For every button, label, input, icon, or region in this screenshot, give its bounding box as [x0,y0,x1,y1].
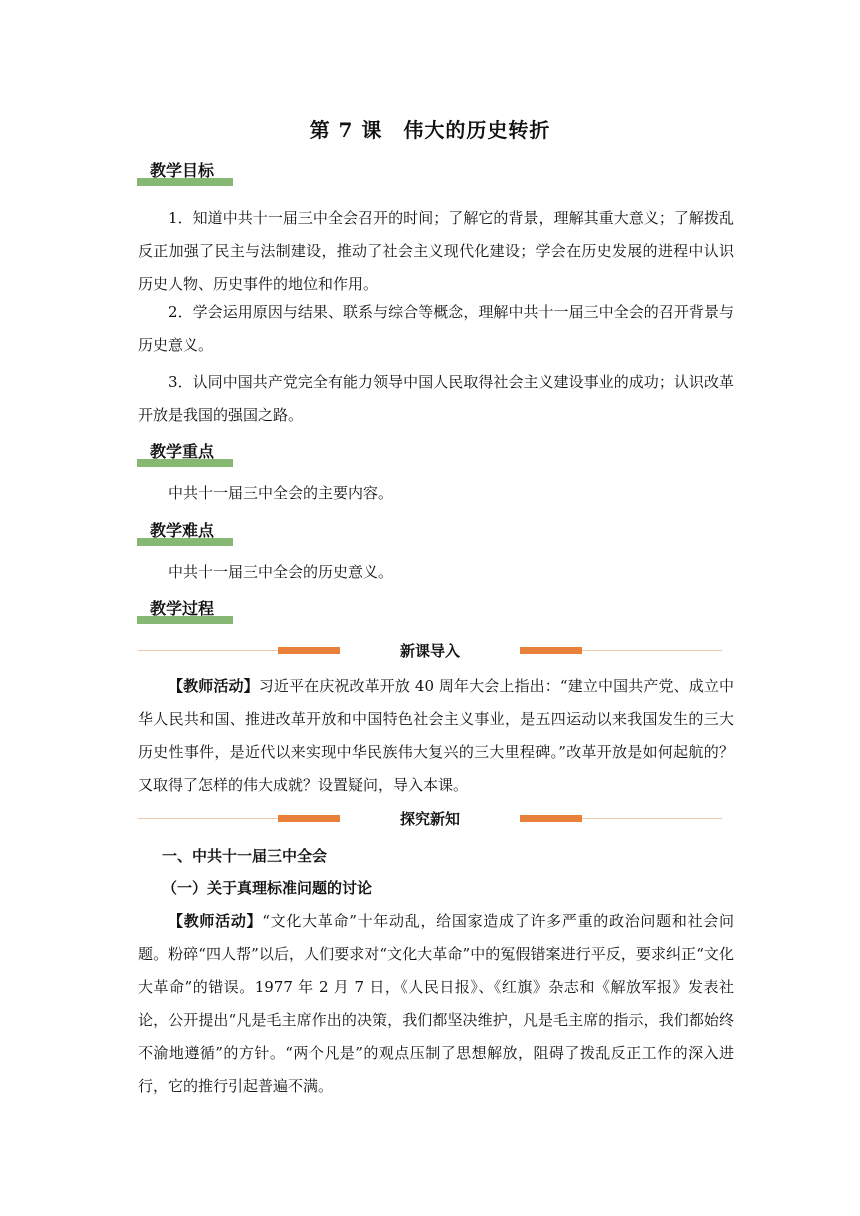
banner-intro [138,639,722,663]
banner-title: 探究新知 [399,810,460,828]
banner-rule-right [582,650,722,651]
objective-item-2: 2．学会运用原因与结果、联系与综合等概念，理解中共十一届三中全会的召开背景与历史意义。 [138,303,734,354]
intro-text: 习近平在庆祝改革开放 40 周年大会上指出：“建立中国共产党、成立中华人民共和国、推进改革开放和中国特色社会主义事业，是五四运动以来我国发生的三大历史性事件，是近代以来实现中华民族伟大复兴的三大里程碑。”改革开放是如何起航的？又取得了怎样的伟大成就？设置疑问，导入本课。 [138,677,734,794]
banner-rule-left [138,818,278,819]
section-heading-objectives [137,160,233,186]
banner-accent-left [278,647,340,654]
section-heading-label: 教学目标 [150,161,215,180]
banner-accent-left [278,815,340,822]
banner-explore [138,807,722,831]
difficulties-text: 中共十一届三中全会的历史意义。 [168,563,394,581]
section-heading-difficulties [137,520,233,546]
explore-paragraph [138,905,734,1103]
teacher-activity-tag: 【教师活动】 [168,677,259,695]
banner-title: 新课导入 [399,642,460,660]
section-heading-label: 教学难点 [150,521,215,540]
banner-rule-right [582,818,722,819]
objective-item-3: 3．认同中国共产党完全有能力领导中国人民取得社会主义建设事业的成功；认识改革开放是我国的强国之路。 [138,373,734,424]
section-heading-label: 教学过程 [150,599,215,618]
intro-paragraph [138,670,734,802]
page-title: 第 7 课 伟大的历史转折 [309,118,551,142]
heading-level-1: 一、中共十一届三中全会 [162,847,328,865]
teacher-activity-tag: 【教师活动】 [168,912,263,930]
heading-level-2: （一）关于真理标准问题的讨论 [162,879,373,897]
section-heading-key-points [137,441,233,467]
explore-text: “文化大革命”十年动乱，给国家造成了许多严重的政治问题和社会问题。粉碎“四人帮”以后，人们要求对“文化大革命”中的冤假错案进行平反，要求纠正“文化大革命”的错误。1977 年 2 月 7 日，《人民日报》、《红旗》杂志和《解放军报》发表社论，公开提出“凡是毛主席作出的决策，我们都坚决维护，凡是毛主席的指示，我们都始终不渝地遵循”的方针。“两个凡是”的观点压制了思想解放，阻碍了拨乱反正工作的深入进行，它的推行引起普遍不满。 [138,912,734,1095]
section-heading-process [137,598,233,624]
objective-item-1: 1．知道中共十一届三中全会召开的时间；了解它的背景，理解其重大意义；了解拨乱反正加强了民主与法制建设，推动了社会主义现代化建设；学会在历史发展的进程中认识历史人物、历史事件的地位和作用。 [138,209,734,293]
section-heading-label: 教学重点 [150,442,215,461]
banner-accent-right [520,815,582,822]
banner-accent-right [520,647,582,654]
banner-rule-left [138,650,278,651]
key-points-text: 中共十一届三中全会的主要内容。 [168,484,394,502]
